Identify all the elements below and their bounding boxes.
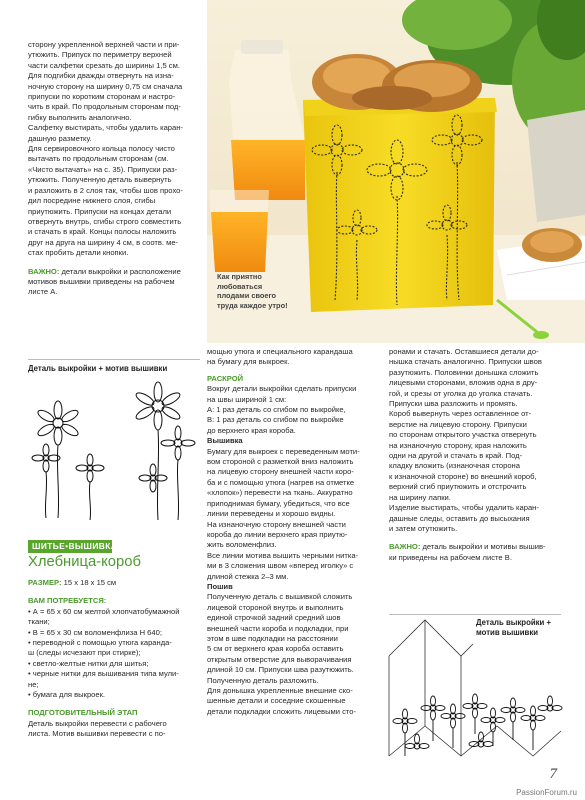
yellow-bread-box bbox=[303, 54, 497, 312]
text-line: На изнаночную сторону внешней части bbox=[207, 519, 346, 529]
text-line: Все линии мотива вышить черными нитка- bbox=[207, 550, 359, 560]
text-line: дил посредине нижнего слоя, сгибы bbox=[28, 196, 156, 206]
text-line: дашные следы, оставить до высыхания bbox=[389, 513, 530, 523]
important-note bbox=[389, 542, 561, 552]
material-line: • бумага для выкроек. bbox=[28, 690, 106, 700]
text-line: стах пробить детали кнопки. bbox=[28, 248, 129, 258]
text-line: А: 1 раз деталь со сгибом по выкройке, bbox=[207, 405, 346, 415]
middle-column bbox=[207, 347, 381, 717]
juice-glass bbox=[209, 190, 269, 272]
bread-box-pattern bbox=[385, 616, 565, 766]
text-line: Полученную деталь с вышивкой сложить bbox=[207, 592, 353, 602]
text-line: отвернуть внутрь, сгибы строго совместить bbox=[28, 216, 182, 226]
text-line: гой, и срезы от уголка до уголка стачать. bbox=[389, 388, 533, 398]
text-line: вытачать по продольным сторонам (см. bbox=[28, 154, 169, 164]
text-line: ронами и стачать. Оставшиеся детали до- bbox=[389, 347, 539, 356]
note-label: ВАЖНО: bbox=[389, 542, 421, 552]
text-line: единой строчкой задний средний шов bbox=[207, 613, 341, 623]
material-line: ш (следы исчезают при стирке); bbox=[28, 648, 141, 658]
project-title: Хлебница-короб bbox=[28, 554, 141, 570]
text-line: нышка стачать аналогично. Припуски швов bbox=[389, 357, 542, 367]
text-line: лицевой стороной внутрь и выполнить bbox=[207, 602, 344, 612]
text-line: лицевыми сторонами, вложив одна в дру- bbox=[389, 378, 538, 388]
note-text: ки приведены на рабочем листе В. bbox=[389, 552, 512, 562]
text-line: друг на друга на ширину 4 см, в соотв. ме- bbox=[28, 237, 179, 247]
text-line: на бумагу для выкроек. bbox=[207, 357, 290, 367]
text-line: вом стороной с разметкой вниз наложить bbox=[207, 457, 354, 467]
category-label: ШИТЬЕ•ВЫШИВКА bbox=[32, 541, 118, 551]
text-line: и разложить в 2 слоя так, чтобы шов прохо- bbox=[28, 185, 183, 195]
text-line: на лицевую сторону внешней части коро- bbox=[207, 467, 354, 477]
right-column bbox=[389, 347, 561, 563]
cutting-heading: РАСКРОЙ bbox=[207, 373, 244, 383]
caption-line: Как приятно bbox=[217, 272, 262, 281]
text-line: чить в край. По продольным сторонам под- bbox=[28, 102, 181, 112]
text-line: припуски по коротким сторонам и настро- bbox=[28, 92, 176, 102]
text-line: Для донышка укрепленные внешние ско- bbox=[207, 686, 353, 695]
text-line: сторону укрепленной верхней части и при- bbox=[28, 40, 180, 49]
prep-line: листа. Мотив вышивки перевести с по- bbox=[28, 729, 166, 739]
text-line: Салфетку выстирать, чтобы удалить каран- bbox=[28, 123, 183, 133]
text-line: 5 см от верхнего края короба оставить bbox=[207, 644, 344, 654]
text-line: ми в 3 сложения швом «вперед иголку» с bbox=[207, 561, 354, 571]
text-line: этом в шве подкладки на расстоянии bbox=[207, 633, 338, 643]
text-line: верстие на лицевую сторону. Припуски bbox=[389, 419, 527, 429]
text-line: части салфетки срезать до ширины 1,5 см. bbox=[28, 60, 180, 70]
text-line: Для подгибки дважды отвернуть на изна- bbox=[28, 71, 174, 81]
material-line: • переводной с помощью утюга каранда- bbox=[28, 638, 172, 648]
text-line: В: 1 раз деталь со сгибом по выкройке bbox=[207, 415, 344, 425]
text-line: Короб вывернуть через оставленное от- bbox=[389, 409, 532, 419]
watermark: PassionForum.ru bbox=[516, 788, 577, 797]
text-line: утюжить. Полученную деталь вывернуть bbox=[28, 175, 172, 185]
text-line: и затем отутюжить. bbox=[389, 523, 458, 533]
size-value: 15 х 18 х 15 см bbox=[61, 578, 117, 587]
prep-heading: ПОДГОТОВИТЕЛЬНЫЙ ЭТАП bbox=[28, 708, 138, 718]
text-line: дашную разметку. bbox=[28, 133, 92, 143]
text-line: к изнаночной стороне) во внешний короб, bbox=[389, 471, 537, 481]
material-line: • В = 65 х 30 см воломенфлиза Н 640; bbox=[28, 627, 162, 637]
category-banner bbox=[28, 540, 118, 553]
caption-line: труда каждое утро! bbox=[217, 300, 288, 310]
text-line: длиной стежка 2–3 мм. bbox=[207, 571, 289, 581]
important-note bbox=[28, 267, 200, 277]
text-line: разутюжить. Половинки донышка сложить bbox=[389, 367, 539, 377]
pattern-header-line: мотив вышивки bbox=[476, 628, 539, 637]
text-line: «Чисто вытачать» на с. 35). Припуски раз- bbox=[28, 164, 178, 174]
material-line: ткани; bbox=[28, 617, 50, 627]
text-line: до верхнего края короба. bbox=[207, 425, 296, 435]
text-line: на ширину лапки. bbox=[389, 492, 451, 502]
size-label: РАЗМЕР: bbox=[28, 578, 62, 587]
embroidery-heading: Вышивка bbox=[207, 436, 243, 446]
note-text: листе А. bbox=[28, 287, 58, 297]
text-line: Припуски шва разложить и промять. bbox=[389, 399, 518, 409]
text-line: открытым отверстие для выворачивания bbox=[207, 654, 352, 664]
text-line: ба и с помощью утюга (нагрев на отметке bbox=[207, 477, 355, 487]
text-line: Бумагу для выкроек с переведенным моти- bbox=[207, 446, 360, 456]
divider bbox=[28, 359, 200, 360]
text-line: линии переведены и хорошо видны. bbox=[207, 509, 336, 519]
text-line: мощью утюга и специального карандаша bbox=[207, 347, 353, 356]
text-line: Изделие выстирать, чтобы удалить каран- bbox=[389, 503, 539, 513]
sewing-heading: Пошив bbox=[207, 581, 233, 591]
text-line: длиной 10 см. Припуски шва разутюжить. bbox=[207, 665, 354, 675]
text-line: гибку выполнить аналогично. bbox=[28, 112, 132, 122]
text-line: приподнимая бумагу, убедиться, что все bbox=[207, 498, 350, 508]
caption-line: любоваться bbox=[217, 281, 263, 291]
note-text: мотивов вышивки приведены на рабочем bbox=[28, 276, 175, 286]
project-details bbox=[28, 578, 200, 740]
text-line: одни на другой и стачать в край. Под- bbox=[389, 451, 523, 461]
materials-heading: ВАМ ПОТРЕБУЕТСЯ: bbox=[28, 596, 107, 606]
note-label: ВАЖНО: bbox=[28, 266, 60, 276]
photo-caption bbox=[217, 272, 317, 310]
pattern-diagram bbox=[385, 616, 565, 766]
flower-motif-drawing bbox=[28, 378, 200, 528]
text-line: Вокруг детали выкройки сделать припуски bbox=[207, 384, 357, 394]
text-line: кладку вложить (изнаночная сторона bbox=[389, 461, 520, 471]
text-line: по сторонам открытого участка отвернуть bbox=[389, 430, 537, 440]
pattern-header-left: Деталь выкройки + мотив вышивки bbox=[28, 364, 168, 373]
text-line: на изнаночную сторону, края наложить bbox=[389, 440, 527, 450]
text-line: «хлопок») перевести на ткань. Аккуратно bbox=[207, 488, 353, 498]
text-line: шенные детали и соседние скошенные bbox=[207, 696, 346, 706]
size-line bbox=[28, 578, 200, 588]
text-line: утюжить. Припуск по периметру верхней bbox=[28, 50, 172, 60]
text-line: Полученную деталь разложить. bbox=[207, 675, 319, 685]
caption-line: плодами своего bbox=[217, 291, 277, 301]
text-line: внешней части короба и подкладки, при bbox=[207, 623, 349, 633]
note-text: деталь выкройки и мотивы вышив- bbox=[420, 542, 546, 552]
text-line: детали подкладки сложить лицевыми сто- bbox=[207, 706, 357, 716]
material-line: • светло-желтые нитки для шитья; bbox=[28, 658, 149, 668]
text-line: на швы шириной 1 см: bbox=[207, 394, 287, 404]
material-line: • А = 65 х 60 см желтой хлопчатобумажной bbox=[28, 606, 180, 616]
note-text: детали выкройки и расположение bbox=[59, 266, 181, 276]
pattern-header-line: Деталь выкройки + bbox=[476, 618, 552, 627]
page-number: 7 bbox=[549, 766, 557, 782]
text-line: верхний сгиб приутюжить и отстрочить bbox=[389, 482, 527, 492]
prep-line: Деталь выкройки перевести с рабочего bbox=[28, 718, 167, 728]
text-line: ночную сторону на ширину 0,75 см сначала bbox=[28, 81, 183, 91]
text-line: приутюжить. Припуски на концах детали bbox=[28, 206, 172, 216]
left-top-column bbox=[28, 40, 200, 298]
embroidery-motif-left bbox=[28, 378, 200, 528]
text-line: и стачать в край. Концы полосы наложить bbox=[28, 227, 177, 237]
divider bbox=[389, 614, 561, 615]
text-line: Для сервировочного кольца полосу чисто bbox=[28, 144, 175, 154]
material-line: не; bbox=[28, 679, 39, 689]
text-line: жить воломенфлиз. bbox=[207, 540, 277, 550]
material-line: • черные нитки для вышивания типа мули- bbox=[28, 669, 179, 679]
text-line: короба до линии верхнего края приутю- bbox=[207, 529, 348, 539]
